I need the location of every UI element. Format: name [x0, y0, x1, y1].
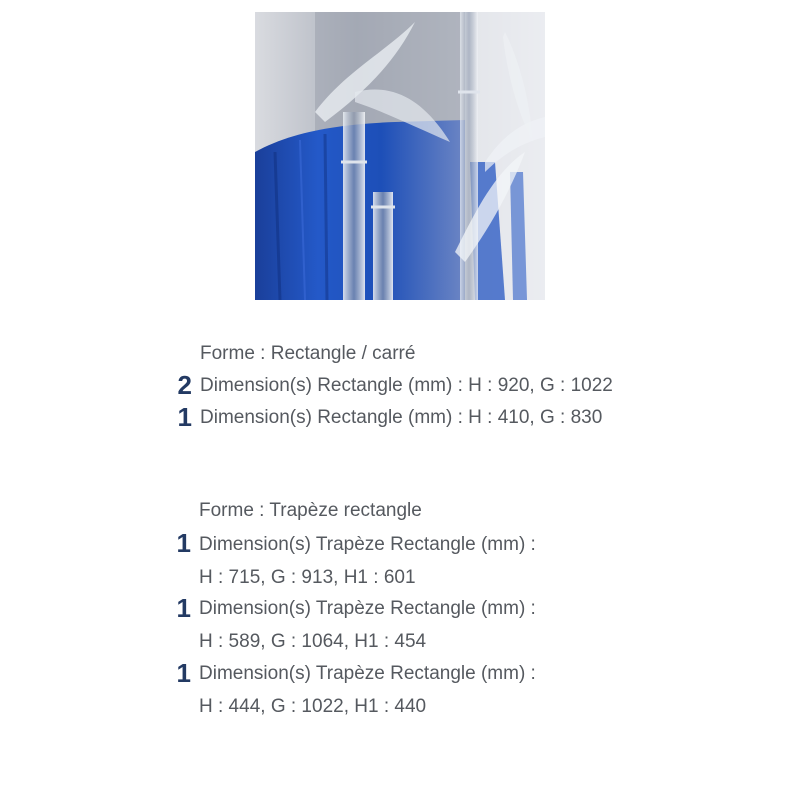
dimension-line: Dimension(s) Trapèze Rectangle (mm) : — [199, 663, 536, 684]
dimension-line: Dimension(s) Trapèze Rectangle (mm) : — [199, 598, 536, 619]
glass-panel-image — [255, 12, 545, 300]
quantity-badge: 1 — [176, 658, 191, 688]
dimension-line: Dimension(s) Rectangle (mm) : H : 410, G : 830 — [200, 407, 603, 428]
quantity-badge: 1 — [177, 402, 192, 432]
quantity-badge: 1 — [176, 528, 191, 558]
dimension-line: Dimension(s) Trapèze Rectangle (mm) : — [199, 534, 536, 555]
dimension-values: H : 715, G : 913, H1 : 601 — [199, 567, 416, 588]
shape-label-trapeze: Forme : Trapèze rectangle — [199, 500, 422, 521]
dimension-values: H : 589, G : 1064, H1 : 454 — [199, 631, 427, 652]
shape-label-rectangle: Forme : Rectangle / carré — [200, 343, 416, 364]
dimension-values: H : 444, G : 1022, H1 : 440 — [199, 696, 427, 717]
dimension-line: Dimension(s) Rectangle (mm) : H : 920, G : 1022 — [200, 375, 613, 396]
quantity-badge: 2 — [177, 370, 192, 400]
quantity-badge: 1 — [176, 593, 191, 623]
